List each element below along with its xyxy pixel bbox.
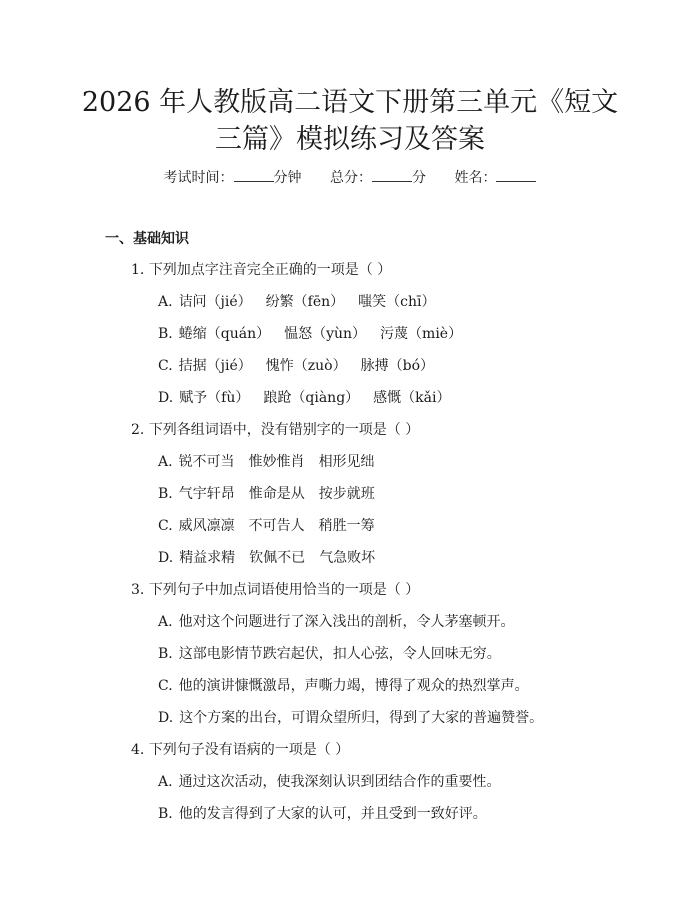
question-1-option-d[interactable] <box>158 388 464 408</box>
question-3-option-a[interactable] <box>158 612 515 632</box>
option-text: 他的演讲慷慨激昂，声嘶力竭，博得了观众的热烈掌声。 <box>178 678 529 694</box>
option-letter: D. <box>158 390 174 406</box>
question-2-option-b[interactable] <box>158 484 389 504</box>
total-score <box>330 170 430 186</box>
option-word: 不可告人 <box>248 518 305 534</box>
option-word: 纷繁（fēn） <box>265 294 345 310</box>
option-word: 精益求精 <box>179 550 236 566</box>
question-text: 下列句子没有语病的一项是（ ） <box>148 742 350 758</box>
option-word: 威风凛凛 <box>178 518 235 534</box>
question-1-option-a[interactable] <box>158 292 450 312</box>
option-text: 他的发言得到了大家的认可，并且受到一致好评。 <box>178 806 487 822</box>
question-number: 2. <box>131 422 145 438</box>
option-word: 愠怒（yùn） <box>284 326 367 342</box>
question-text: 下列加点字注音完全正确的一项是（ ） <box>148 262 392 278</box>
question-2 <box>131 420 419 440</box>
question-number: 3. <box>131 582 145 598</box>
option-word: 气急败坏 <box>319 550 376 566</box>
exam-time-blank[interactable] <box>234 167 274 182</box>
option-letter: B. <box>158 326 173 342</box>
option-letter: C. <box>158 678 173 694</box>
question-3-option-c[interactable] <box>158 676 529 696</box>
question-2-option-a[interactable] <box>158 452 389 472</box>
option-letter: B. <box>158 806 173 822</box>
option-word: 稍胜一筹 <box>318 518 375 534</box>
question-1 <box>131 260 391 280</box>
option-word: 感慨（kǎi） <box>373 390 451 406</box>
question-2-option-c[interactable] <box>158 516 389 536</box>
question-1-option-c[interactable] <box>158 356 448 376</box>
option-letter: C. <box>158 358 173 374</box>
total-score-unit: 分 <box>412 170 426 186</box>
total-score-label: 总分： <box>330 170 372 186</box>
total-score-blank[interactable] <box>372 167 412 182</box>
option-text: 通过这次活动，使我深刻认识到团结合作的重要性。 <box>178 774 501 790</box>
student-name-label: 姓名： <box>454 170 497 186</box>
option-word: 蜷缩（quán） <box>178 326 271 342</box>
option-word: 拮据（jié） <box>178 358 252 374</box>
question-3 <box>131 580 419 600</box>
option-letter: D. <box>158 710 174 726</box>
option-letter: A. <box>158 454 173 470</box>
option-word: 钦佩不已 <box>249 550 306 566</box>
exam-time-unit: 分钟 <box>273 170 302 186</box>
option-word: 脉搏（bó） <box>360 358 434 374</box>
option-text: 这个方案的出台，可谓众望所归，得到了大家的普遍赞誉。 <box>179 710 544 726</box>
question-4-option-a[interactable] <box>158 772 501 792</box>
exam-meta <box>0 167 700 188</box>
option-word: 赋予（fù） <box>179 390 250 406</box>
option-word: 相形见绌 <box>318 454 375 470</box>
option-word: 愧怍（zuò） <box>265 358 347 374</box>
option-letter: D. <box>158 550 174 566</box>
option-word: 踉跄（qiàng） <box>263 390 360 406</box>
question-number: 4. <box>131 742 145 758</box>
exam-title-line-2: 三篇》模拟练习及答案 <box>215 124 485 155</box>
option-word: 按步就班 <box>318 486 375 502</box>
question-4 <box>131 740 349 760</box>
option-word: 气宇轩昂 <box>178 486 235 502</box>
option-word: 惟命是从 <box>248 486 305 502</box>
option-letter: B. <box>158 646 173 662</box>
section-heading: 一、基础知识 <box>105 231 189 247</box>
question-4-option-b[interactable] <box>158 804 487 824</box>
student-name <box>454 170 536 186</box>
question-3-option-d[interactable] <box>158 708 543 728</box>
option-letter: B. <box>158 486 173 502</box>
option-text: 这部电影情节跌宕起伏，扣人心弦，令人回味无穷。 <box>178 646 501 662</box>
option-letter: A. <box>158 774 173 790</box>
option-text: 他对这个问题进行了深入浅出的剖析，令人茅塞顿开。 <box>178 614 515 630</box>
option-letter: A. <box>158 294 173 310</box>
option-word: 惟妙惟肖 <box>248 454 305 470</box>
option-word: 锐不可当 <box>178 454 235 470</box>
option-word: 嗤笑（chī） <box>358 294 436 310</box>
option-letter: A. <box>158 614 173 630</box>
option-word: 污蔑（miè） <box>380 326 463 342</box>
question-text: 下列句子中加点词语使用恰当的一项是（ ） <box>148 582 420 598</box>
option-letter: C. <box>158 518 173 534</box>
student-name-blank[interactable] <box>496 167 536 182</box>
exam-title <box>60 84 640 158</box>
question-3-option-b[interactable] <box>158 644 501 664</box>
question-1-option-b[interactable] <box>158 324 476 344</box>
exam-time <box>164 170 306 186</box>
question-number: 1. <box>131 262 145 278</box>
question-text: 下列各组词语中，没有错别字的一项是（ ） <box>148 422 420 438</box>
question-2-option-d[interactable] <box>158 548 389 568</box>
exam-title-line-1: 2026 年人教版高二语文下册第三单元《短文 <box>81 87 619 118</box>
exam-time-label: 考试时间： <box>163 170 234 186</box>
option-word: 诘问（jié） <box>178 294 252 310</box>
